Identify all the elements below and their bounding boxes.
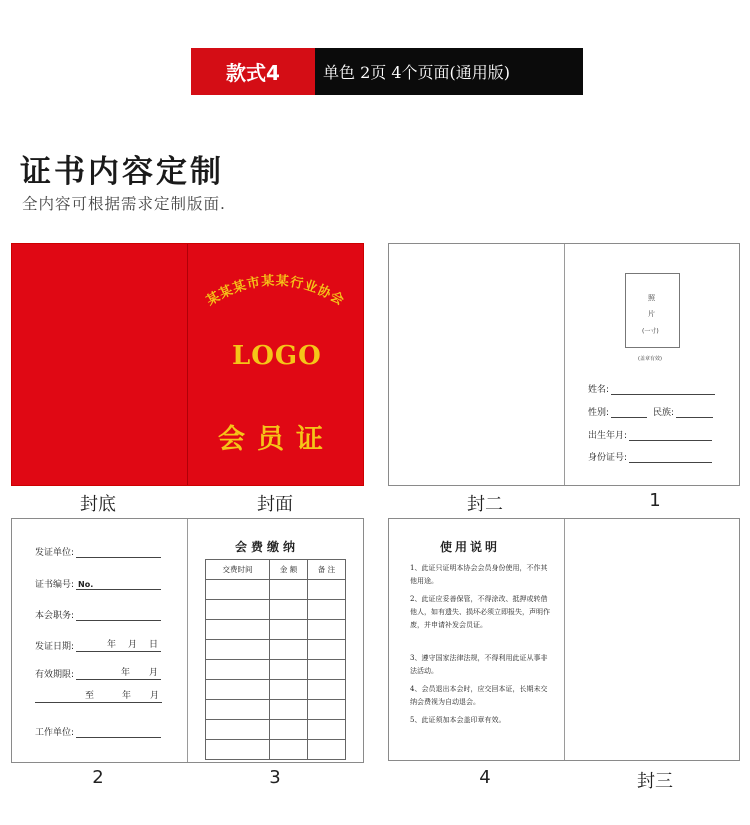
ethnicity-field: 民族: xyxy=(653,405,713,418)
card-name: 会员证 xyxy=(218,424,335,455)
caption-page-1: 1 xyxy=(649,490,661,511)
caption-front-cover: 封面 xyxy=(257,494,293,515)
instruction-item-2: 2、此证应妥善保管，不得涂改、抵押或转借他人，如有遗失、损坏必须立即报失，声明作废，并申请补发会员证。 xyxy=(410,595,550,629)
photo-label-1: 照 xyxy=(648,294,655,302)
instruction-item-4: 4、会员退出本会时，应交回本证，长期未交纳会费视为自动退会。 xyxy=(410,685,548,706)
style-banner xyxy=(191,48,583,95)
page-subtitle: 全内容可根据需求定制版面. xyxy=(22,195,226,213)
table-row xyxy=(206,640,346,660)
photo-label-2: 片 xyxy=(648,310,655,318)
fee-header-time: 交费时间 xyxy=(206,560,270,580)
seal-note: (盖章有效) xyxy=(638,356,662,362)
caption-inner-two: 封二 xyxy=(467,494,503,515)
style-description: 单色 2页 4个页面(通用版) xyxy=(315,48,583,95)
table-row xyxy=(206,740,346,760)
instruction-item-5: 5、此证须加本会盖印章有效。 xyxy=(410,716,506,724)
name-field: 姓名: xyxy=(588,382,715,395)
style-tag: 款式4 xyxy=(191,48,315,95)
photo-label-3: (一寸) xyxy=(642,328,659,335)
table-row xyxy=(206,580,346,600)
caption-page-2: 2 xyxy=(92,767,104,788)
instructions-title: 使用说明 xyxy=(440,540,501,554)
table-row xyxy=(206,620,346,640)
association-name: 某某某市某某行业协会 xyxy=(204,273,347,309)
page-title: 证书内容定制 xyxy=(20,154,224,190)
table-row xyxy=(206,680,346,700)
id-field: 身份证号: xyxy=(588,450,712,463)
issuer-field: 发证单位: xyxy=(35,545,161,558)
position-field: 本会职务: xyxy=(35,608,161,621)
logo-placeholder: LOGO xyxy=(232,341,322,371)
table-row xyxy=(206,720,346,740)
table-row xyxy=(206,700,346,720)
caption-back-cover: 封底 xyxy=(80,494,116,515)
caption-page-4: 4 xyxy=(479,767,491,788)
work-unit-field: 工作单位: xyxy=(35,725,161,738)
fee-table xyxy=(205,559,346,760)
cert-no-field: 证书编号: No. xyxy=(35,577,161,590)
table-row xyxy=(206,600,346,620)
svg-text:某某某市某某行业协会 xyxy=(204,273,348,309)
validity-to-field: 至 年 月 xyxy=(35,694,162,703)
fee-title: 会费缴纳 xyxy=(235,540,300,554)
table-row xyxy=(206,660,346,680)
fee-header-amount: 金 额 xyxy=(270,560,308,580)
instruction-item-1: 1、此证只证明本协会会员身份使用，不作其他用途。 xyxy=(410,564,548,585)
association-arc-text xyxy=(188,250,363,340)
instruction-item-3: 3、遵守国家法律法规，不得利用此证从事非法活动。 xyxy=(410,654,548,675)
gender-field: 性别: xyxy=(588,405,647,418)
caption-page-3: 3 xyxy=(269,767,281,788)
caption-inner-three: 封三 xyxy=(637,771,673,792)
issue-date-field: 发证日期: 年 月 日 xyxy=(35,639,161,652)
validity-field: 有效期限: 年 月 xyxy=(35,667,161,680)
birth-field: 出生年月: xyxy=(588,428,712,441)
fee-header-note: 备 注 xyxy=(308,560,346,580)
